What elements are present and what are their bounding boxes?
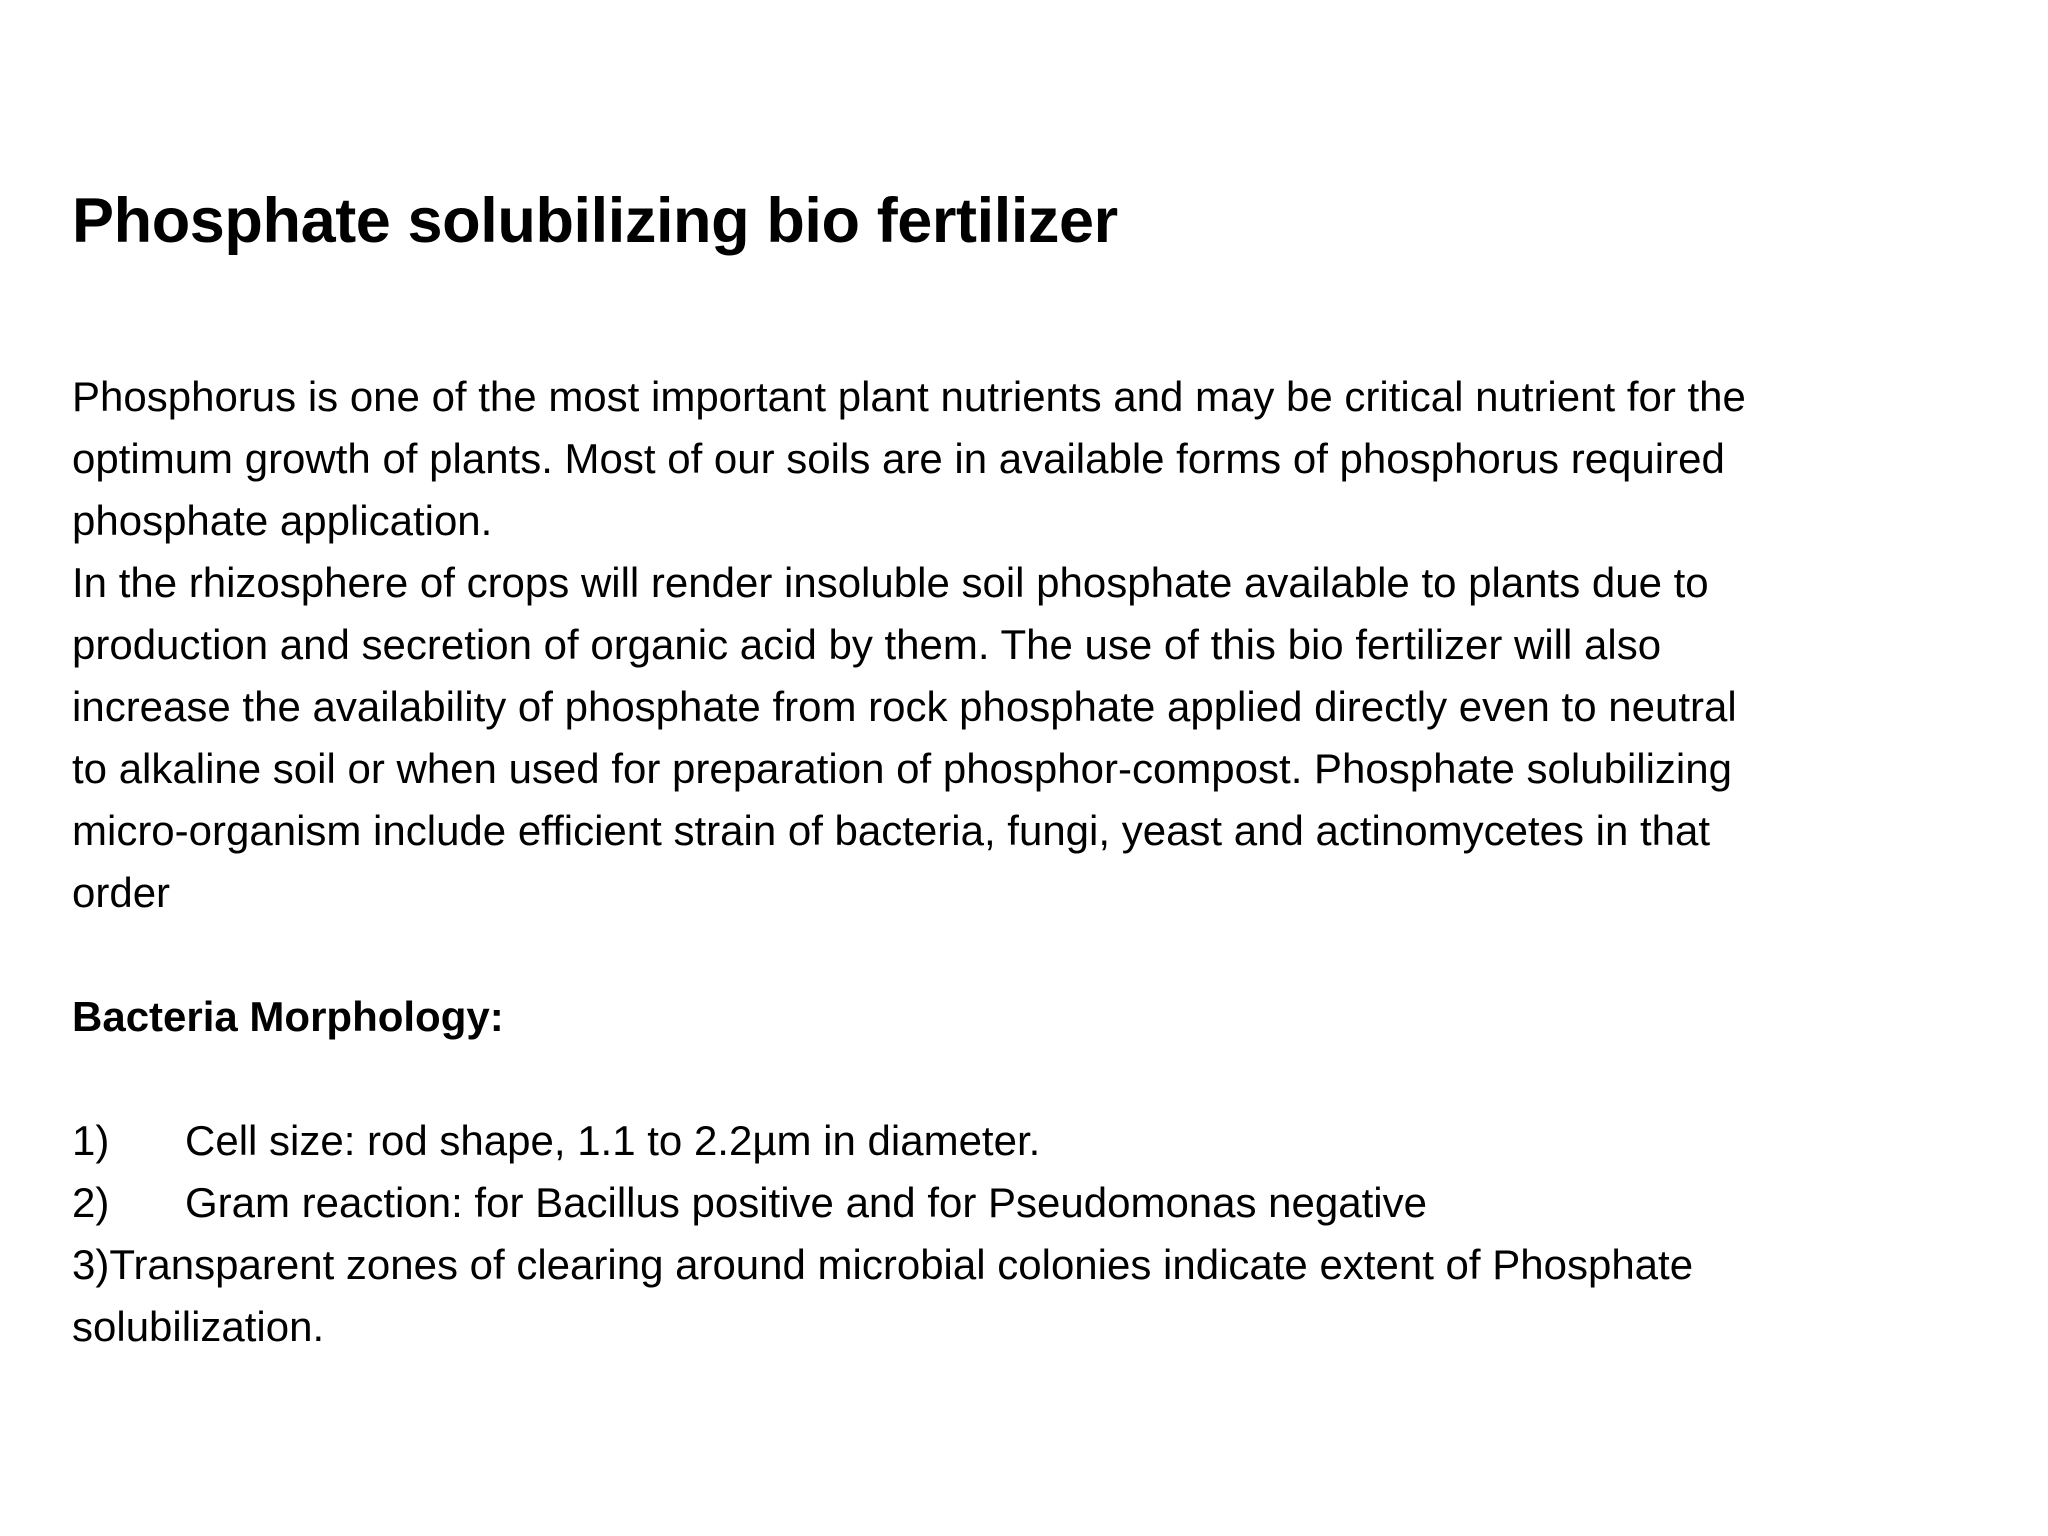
list-item-number: 1) [72,1117,110,1164]
paragraph-line: order [72,869,171,916]
list-item [72,1172,2022,1234]
paragraph-line: production and secretion of organic acid by them. The use of this bio fertilizer will also [72,621,1662,668]
list-item [72,1110,2022,1172]
paragraph-line: increase the availability of phosphate from rock phosphate applied directly even to neutral [72,683,1737,730]
paragraph-line: Phosphorus is one of the most important plant nutrients and may be critical nutrient for the [72,373,1746,420]
paragraph-line: In the rhizosphere of crops will render insoluble soil phosphate available to plants due to [72,559,1709,606]
paragraph-line: micro-organism include efficient strain of bacteria, fungi, yeast and actinomycetes in that [72,807,1711,854]
list-item-text: Gram reaction: for Bacillus positive and for Pseudomonas negative [185,1179,1427,1226]
slide-body [72,366,2022,1358]
list-item-3-line: solubilization. [72,1303,325,1350]
paragraph-line: phosphate application. [72,497,493,544]
spacer [72,924,2022,986]
section-heading: Bacteria Morphology: [72,993,504,1040]
paragraph-line: optimum growth of plants. Most of our soils are in available forms of phosphorus required [72,435,1725,482]
paragraph-line: to alkaline soil or when used for preparation of phosphor-compost. Phosphate solubilizing [72,745,1732,792]
slide-title: Phosphate solubilizing bio fertilizer [72,186,1118,256]
list-item-number: 2) [72,1179,110,1226]
list-item-3-line: 3)Transparent zones of clearing around microbial colonies indicate extent of Phosphate [72,1241,1694,1288]
spacer [72,1048,2022,1110]
list-item-text: Cell size: rod shape, 1.1 to 2.2µm in diameter. [185,1117,1041,1164]
